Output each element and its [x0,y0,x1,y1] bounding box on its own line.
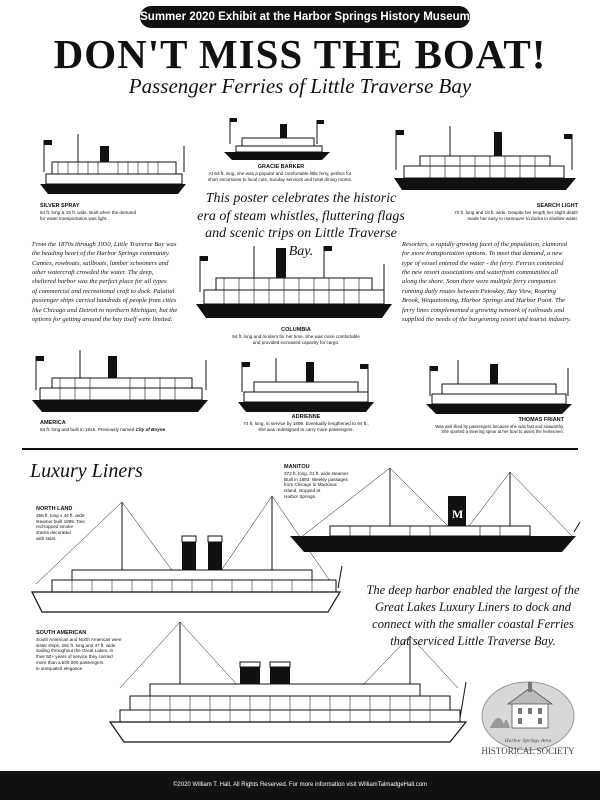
south-american-illustration [110,622,470,754]
search-light-desc-2: made her easy to maneuver to docks in shallow water. [467,215,578,221]
manitou-desc-line: from Chicago to Mackinac [284,482,338,488]
south-american-name: SOUTH AMERICAN [36,630,87,636]
search-light-desc [380,210,578,221]
manitou-name: MANITOU [284,464,310,470]
thomas-friant-illustration [424,360,574,422]
south-american-desc-line: South American and North American were [36,637,122,642]
right-para-line: for more transportation options. To meet that demand, a new [402,250,563,258]
columbia-illustration [194,244,394,326]
gracie-barker-desc-2: short excursions to local cuts, Sunday services and hotel dining rooms. [207,176,353,182]
left-para-line: other watercraft crowded the water. The deep, [32,269,154,277]
manitou-desc-line: Built in 1893. Weekly passages [284,476,348,482]
south-american-desc-line: Sailing throughout the Great Lakes, in [36,648,114,654]
manitou-desc-line: Harbor Springs. [284,493,317,499]
left-para-line: passenger ships carried hundreds of people from cities [32,297,177,305]
left-para-line: like Chicago and Detroit to northern Michigan, but the [32,306,178,314]
left-para-line: of commercial and recreational craft to dock. Palatial [32,287,175,295]
adrienne-illustration [236,358,376,420]
north-land-illustration [32,493,342,620]
right-para-line: running daily routes between Petoskey, Bay View, Roaring [402,287,556,295]
section-divider [22,448,578,450]
manitou-desc-line: Island, stopped at [284,488,321,494]
south-american-desc-line: in unequaled elegance. [36,665,84,671]
history-paragraph-left [32,240,202,324]
page-title: DON'T MISS THE BOAT! [53,31,547,77]
gracie-barker-name: GRACIE BARKER [257,164,305,170]
america-name: AMERICA [40,420,66,426]
deep-harbor-line: that serviced Little Traverse Bay. [390,633,556,648]
north-land-desc-line: steamer built 1895. Two [36,518,85,524]
deep-harbor-line: Great Lakes Luxury Liners to dock and [374,599,572,614]
south-american-desc-line: sister ships, 291 ft. long and 47 ft. wide. [36,642,117,648]
columbia-desc-2: and provided increased capacity for cargo. [252,339,340,345]
left-para-line: the heading heart of the Harbor Springs community. [32,250,171,258]
right-para-line: Resorters, a rapidly growing facet of the population, clamored [402,241,568,248]
silver-spray-desc-2: for water transportation was light. [40,215,108,221]
north-land-desc-line: 358 ft. long x 44 ft. wide [36,513,85,518]
historical-society-seal [476,680,580,766]
adrienne-desc-1: 74 ft. long, in service by 1899. Eventually lengthened to 94 ft., [243,421,369,426]
search-light-name: SEARCH LIGHT [536,203,578,209]
north-land-desc-line: with stars. [36,535,57,541]
right-para-line: along the shore. Soon there were multiple ferry companies [402,278,557,286]
intro-line-2: era of steam whistles, fluttering flags [197,208,405,224]
thomas-friant-desc [384,424,564,435]
america-desc-1: 84 ft. long and built in 1915. Previously named [40,427,135,432]
page-subtitle: Passenger Ferries of Little Traverse Bay [128,74,472,98]
thomas-friant-desc-1: Was well liked by passengers because she was fast and seaworthy. [435,424,564,429]
luxury-liners-heading: Luxury Liners [30,460,143,482]
columbia-desc-1: 94 ft. long and modern for her time. She was more comfortable [232,334,360,339]
gracie-barker-illustration [222,114,332,164]
left-para-line: Canoes, rowboats, sailboats, lumber schooners and [32,259,169,267]
svg-text:M: M [452,507,464,521]
right-para-line: ferry lines complemented a growing network of railroads and [402,306,565,314]
gracie-barker-desc [205,171,355,182]
south-american-desc-line: their 50+ years of service they carried [36,654,113,660]
adrienne-name: ADRIENNE [291,414,321,420]
north-land-desc-line: red-topped smoke [36,524,74,530]
deep-harbor-line: The deep harbor enabled the largest of the [366,583,580,597]
adrienne-desc [206,421,406,432]
america-desc-em: City of Boyne [135,427,166,432]
seal-line-1: Harbor Springs Area [504,738,552,744]
north-land-name: NORTH LAND [36,506,73,512]
thomas-friant-desc-2: She sported a steering spear at her bow to assist the helmsmen. [441,429,564,435]
right-para-line: the new resort associations and waterfront communities all [402,269,559,277]
search-light-desc-1: 70 ft. long and 18 ft. wide. Despite her length,her slight depth [454,210,578,215]
right-para-line: type of vessel entered the water - the ferry. Ferries connected [402,259,564,267]
silver-spray-desc-1: 54 ft. long & 15 ft. wide. Built when the demand [40,210,137,215]
adrienne-desc-2: she was redesigned to carry more passengers. [258,426,354,432]
columbia-name: COLUMBIA [281,327,311,333]
left-para-line: options for getting around the bay itself were limited. [32,315,173,323]
exhibit-banner: Summer 2020 Exhibit at the Harbor Springs History Museum [140,6,470,28]
columbia-desc [196,334,396,345]
america-desc [40,427,220,433]
deep-harbor-line: connect with the smaller coastal Ferries [372,616,574,631]
north-land-desc-line: stacks decorated [36,530,71,536]
south-american-desc-line: more than a 500,000 passengers [36,659,104,665]
intro-line-1: This poster celebrates the historic [205,191,397,206]
right-para-line: supplied the needs of the burgeoning resort and tourist industry. [402,315,572,323]
gracie-barker-desc-1: At 63 ft. long, she was a popular and comfortable little ferry, perfect for [208,171,352,176]
footer-copyright: ©2020 William T. Hall, All Rights Reserved. For more information visit WilliamTalmadgeHall.com [0,771,600,800]
right-para-line: Brook, Wequetonsing, Harbor Springs and Harbor Point. The [402,297,565,305]
intro-line-3: and scenic trips on Little Traverse Bay. [205,226,397,259]
search-light-illustration [390,126,580,198]
silver-spray-desc [40,210,190,221]
seal-line-2: HISTORICAL SOCIETY [481,746,575,756]
history-paragraph-right [402,240,578,324]
manitou-desc-line: 272 ft. long, 31 ft. wide steamer. [284,471,350,476]
left-para-line: From the 1870s through 1930, Little Traverse Bay was [32,241,177,248]
america-illustration [30,350,210,422]
thomas-friant-name: THOMAS FRIANT [518,417,564,423]
left-para-line: sheltered harbor was the perfect place for all types [32,278,167,286]
silver-spray-name: SILVER SPRAY [40,203,80,209]
silver-spray-illustration [38,132,188,200]
